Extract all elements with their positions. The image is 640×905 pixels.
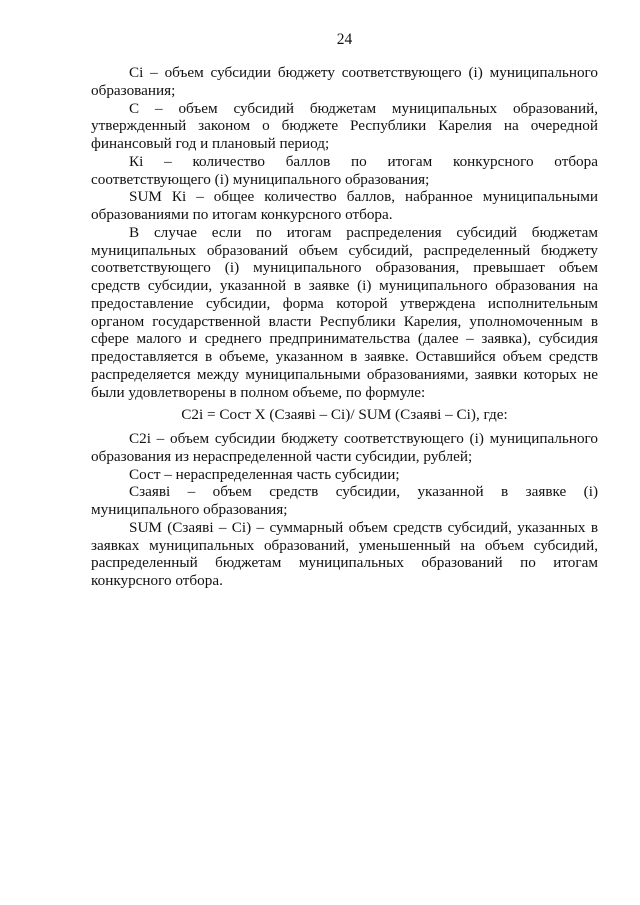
text-line: муниципального образования; [91, 501, 288, 518]
paragraph [91, 153, 598, 189]
text-line: заявках муниципальных образований, уменьшенный на объем субсидий, [91, 536, 598, 554]
text-line: органом государственной власти Республики Карелия, уполномоченным в [91, 312, 598, 330]
text-line: Кi – количество баллов по итогам конкурсного отбора [129, 152, 598, 170]
text-line: C2i – объем субсидии бюджету соответствующего (i) муниципального [129, 430, 598, 447]
text-line: С – объем субсидий бюджетам муниципальных образований, [129, 99, 598, 117]
paragraph [91, 519, 598, 590]
page-number: 24 [336, 31, 353, 48]
text-line: средств субсидии, указанной в заявке (i) муниципального образования на [91, 277, 598, 294]
text-line: сфере малого и среднего предпринимательства (далее – заявка), субсидия [91, 330, 598, 348]
text-line: распределяется между муниципальными образованиями, заявки которых не [91, 365, 598, 383]
text-line: предоставляется в объеме, указанном в заявке. Оставшийся объем средств [91, 348, 598, 365]
paragraph [91, 64, 598, 100]
text-line: образования; [91, 81, 176, 99]
text-line: образованиями по итогам конкурсного отбора. [91, 206, 393, 223]
text-line: Сост – нераспределенная часть субсидии; [129, 465, 400, 483]
text-line: Ci – объем субсидии бюджету соответствующего (i) муниципального [129, 64, 598, 81]
text-line: соответствующего (i) муниципального образования, превышает объем [91, 259, 598, 277]
paragraph [91, 430, 598, 466]
paragraph [91, 483, 598, 519]
text-line: образования из нераспределенной части субсидии, рублей; [91, 447, 473, 465]
text-line: финансовый год и плановый период; [91, 135, 330, 152]
text-line: SUM (Сзаявi – Ci) – суммарный объем средств субсидий, указанных в [129, 518, 598, 536]
text-line: Сзаявi – объем средств субсидии, указанной в заявке (i) [129, 483, 598, 501]
text-line: соответствующего (i) муниципального образования; [91, 170, 430, 188]
paragraph [91, 100, 598, 153]
paragraph [91, 466, 598, 484]
text-line: предоставление субсидии, форма которой утверждена исполнительным [91, 294, 598, 312]
text-line: В случае если по итогам распределения субсидий бюджетам [129, 223, 598, 241]
document-body [91, 64, 598, 590]
paragraph [91, 224, 598, 402]
text-line: SUM Кi – общее количество баллов, набранное муниципальными [129, 188, 598, 206]
paragraph [91, 188, 598, 224]
text-line: конкурсного отбора. [91, 572, 223, 589]
formula: C2i = Сост Х (Сзаявi – Ci)/ SUM (Сзаявi – Ci), где: [181, 406, 508, 424]
text-line: утвержденный законом о бюджете Республики Карелия на очередной [91, 117, 598, 135]
text-line: распределенный бюджетам муниципальных образований по итогам [91, 554, 598, 572]
text-line: были удовлетворены в полном объеме, по формуле: [91, 383, 426, 401]
text-line: муниципальных образований объем субсидий, распределенный бюджету [91, 241, 598, 259]
